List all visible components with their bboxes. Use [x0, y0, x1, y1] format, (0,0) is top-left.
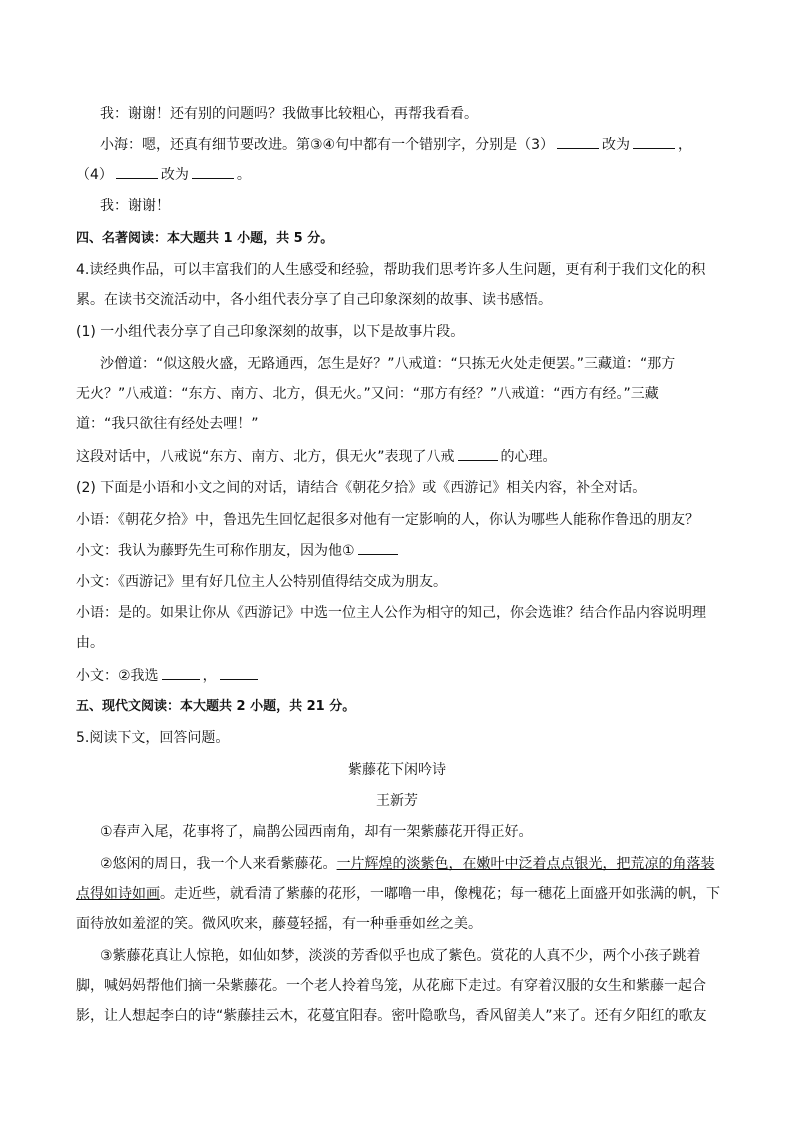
article-paragraph: ①春声入尾，花事将了，扁鹊公园西南角，却有一架紫藤花开得正好。 — [100, 824, 533, 840]
sub-question: (1) 一小组代表分享了自己印象深刻的故事，以下是故事片段。 — [76, 324, 465, 340]
answer-blank[interactable] — [557, 134, 599, 149]
question-text: 4.读经典作品，可以丰富我们的人生感受和经验，帮助我们思考许多人生问题，更有利于我们文化的积 — [76, 262, 706, 278]
dialogue-line: 由。 — [76, 635, 104, 651]
sub-question: (2) 下面是小语和小文之间的对话，请结合《朝花夕拾》或《西游记》相关内容，补全对话。 — [76, 480, 647, 496]
section-heading: 四、名著阅读：本大题共 1 小题，共 5 分。 — [76, 231, 334, 246]
answer-blank[interactable] — [358, 540, 398, 555]
answer-blank[interactable] — [162, 665, 200, 680]
article-paragraph: 影，让人想起李白的诗“紫藤挂云木，花蔓宜阳春。密叶隐歌鸟，香风留美人”来了。还有夕阳红的歌友 — [76, 1008, 707, 1024]
dialogue-line: 我：谢谢！ — [100, 198, 170, 214]
article-paragraph: ②悠闲的周日，我一个人来看紫藤花。一片辉煌的淡紫色，在嫩叶中泛着点点银光，把荒凉的角落装 — [100, 856, 715, 872]
article-paragraph: ③紫藤花真让人惊艳，如仙如梦，淡淡的芳香似乎也成了紫色。赏花的人真不少，两个小孩子跳着 — [100, 948, 701, 964]
answer-blank[interactable] — [633, 134, 675, 149]
dialogue-line-with-blanks: 小文：②我选 ， — [76, 665, 261, 686]
dialogue-line: 我：谢谢！还有别的问题吗？我做事比较粗心，再帮我看看。 — [100, 106, 478, 122]
excerpt-text: 无火？”八戒道：“东方、南方、北方，俱无火。”又问：“那方有经？”八戒道：“西方有经。”三藏 — [76, 386, 659, 402]
answer-blank[interactable] — [116, 164, 158, 179]
article-title: 紫藤花下闲吟诗 — [348, 762, 446, 778]
dialogue-line-with-blanks: 小海：嗯，还真有细节要改进。第③④句中都有一个错别字，分别是（3） 改为 ， — [100, 134, 692, 155]
underlined-sentence: 一片辉煌的淡紫色，在嫩叶中泛着点点银光，把荒凉的角落装 — [336, 856, 715, 872]
dialogue-line: 小语：是的。如果让你从《西游记》中选一位主人公作为相守的知己，你会选谁？结合作品内容说明理 — [76, 605, 706, 621]
excerpt-text: 沙僧道：“似这般火盛，无路通西，怎生是好？”八戒道：“只拣无火处走便罢。”三藏道：“那方 — [100, 356, 676, 372]
sub-question-with-blank: 这段对话中，八戒说“东方、南方、北方，俱无火”表现了八戒 的心理。 — [76, 446, 557, 467]
answer-blank[interactable] — [192, 164, 234, 179]
article-paragraph: 面待放如羞涩的笑。微风吹来，藤蔓轻摇，有一种垂垂如丝之美。 — [76, 916, 482, 932]
dialogue-line-with-blank: 小文：我认为藤野先生可称作朋友，因为他① — [76, 540, 401, 561]
section-heading: 五、现代文阅读：本大题共 2 小题，共 21 分。 — [76, 699, 356, 714]
dialogue-line: 小文：《西游记》里有好几位主人公特别值得结交成为朋友。 — [76, 574, 447, 590]
dialogue-line: 小语：《朝花夕拾》中，鲁迅先生回忆起很多对他有一定影响的人，你认为哪些人能称作鲁迅的朋友？ — [76, 512, 699, 528]
article-paragraph: 脚，喊妈妈帮他们摘一朵紫藤花。一个老人拎着鸟笼，从花廊下走过。有穿着汉服的女生和紫藤一起合 — [76, 978, 706, 994]
excerpt-text: 道：“我只欲往有经处去哩！” — [76, 416, 259, 432]
article-author: 王新芳 — [376, 793, 418, 809]
question-text: 累。在读书交流活动中，各小组代表分享了自己印象深刻的故事、读书感悟。 — [76, 292, 552, 308]
article-paragraph: 点得如诗如画。走近些，就看清了紫藤的花形，一嘟噜一串，像槐花；每一穗花上面盛开如张满的帆，下 — [76, 886, 720, 902]
answer-blank[interactable] — [458, 446, 498, 461]
dialogue-line-with-blanks: （4） 改为 。 — [76, 164, 251, 185]
answer-blank[interactable] — [220, 665, 258, 680]
question-text: 5.阅读下文，回答问题。 — [76, 730, 230, 746]
underlined-sentence: 点得如诗如画 — [76, 886, 160, 902]
